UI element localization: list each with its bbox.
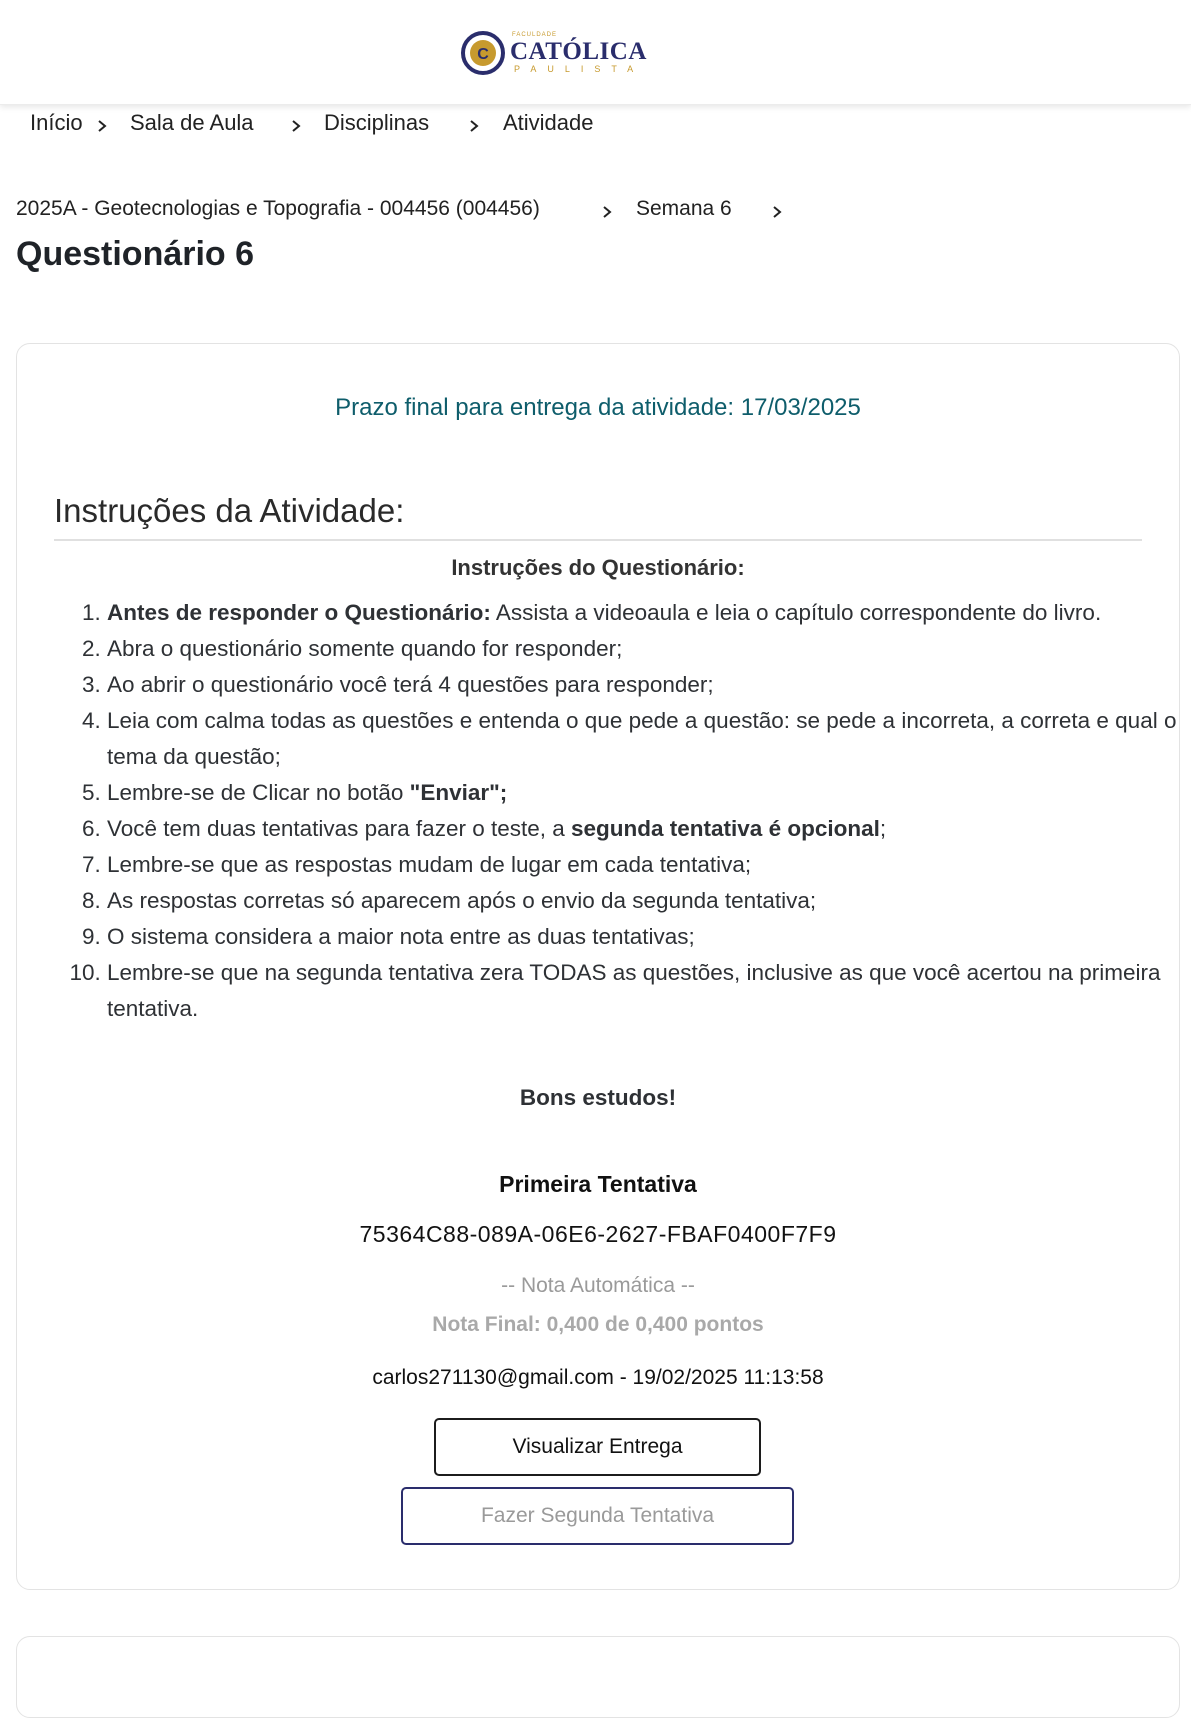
page-title: Questionário 6: [16, 235, 255, 273]
chevron-right-icon: [770, 205, 784, 219]
breadcrumb-sala-de-aula[interactable]: Sala de Aula: [130, 110, 254, 135]
course-link[interactable]: 2025A - Geotecnologias e Topografia - 004456 (004456): [16, 197, 540, 220]
closing-text: Bons estudos!: [519, 1085, 677, 1110]
view-submission-button[interactable]: Visualizar Entrega: [434, 1418, 761, 1476]
catolica-logo[interactable]: [460, 30, 645, 78]
instructions-heading: Instruções da Atividade:: [54, 489, 1142, 541]
breadcrumb-disciplinas[interactable]: Disciplinas: [324, 110, 430, 135]
submission-info: carlos271130@gmail.com - 19/02/2025 11:13:58: [372, 1366, 824, 1389]
quiz-instructions-heading: Instruções do Questionário:: [451, 555, 745, 580]
logo-sub-text: PAULISTA: [514, 64, 645, 74]
list-item: 2. Abra o questionário somente quando for responder;: [107, 631, 1191, 667]
attempt-code: 75364C88-089A-06E6-2627-FBAF0400F7F9: [359, 1221, 837, 1247]
logo-main-text: CATÓLICA: [510, 38, 647, 65]
chevron-right-icon: [95, 119, 109, 133]
top-header: [0, 0, 1191, 105]
second-attempt-button[interactable]: Fazer Segunda Tentativa: [401, 1487, 794, 1545]
list-item: 7. Lembre-se que as respostas mudam de lugar em cada tentativa;: [107, 847, 1191, 883]
list-item: 1. Antes de responder o Questionário: Assista a videoaula e leia o capítulo correspondente do livro.: [107, 595, 1191, 631]
deadline-text: Prazo final para entrega da atividade: 17/03/2025: [335, 394, 861, 421]
chevron-right-icon: [467, 119, 481, 133]
week-link[interactable]: Semana 6: [636, 197, 732, 220]
list-item: 4. Leia com calma todas as questões e entenda o que pede a questão: se pede a incorreta, a correta e qual o tema da questão;: [107, 703, 1191, 775]
breadcrumb-inicio[interactable]: Início: [30, 110, 83, 135]
instructions-list: [54, 595, 1191, 1027]
list-item: 8. As respostas corretas só aparecem após o envio da segunda tentativa;: [107, 883, 1191, 919]
logo-letter: C: [477, 46, 489, 63]
list-item: 6. Você tem duas tentativas para fazer o teste, a segunda tentativa é opcional;: [107, 811, 1191, 847]
chevron-right-icon: [289, 119, 303, 133]
catolica-logo-icon: [460, 30, 506, 76]
activity-card: [16, 343, 1180, 1590]
list-item: 10. Lembre-se que na segunda tentativa zera TODAS as questões, inclusive as que você acertou na primeira tentativa.: [107, 955, 1191, 1027]
chevron-right-icon: [600, 205, 614, 219]
next-card: [16, 1636, 1180, 1718]
list-item: 5. Lembre-se de Clicar no botão "Enviar";: [107, 775, 1191, 811]
grading-mode: -- Nota Automática --: [501, 1274, 695, 1297]
list-item: 3. Ao abrir o questionário você terá 4 questões para responder;: [107, 667, 1191, 703]
attempt-title: Primeira Tentativa: [499, 1171, 697, 1197]
breadcrumb-atividade[interactable]: Atividade: [503, 110, 594, 135]
final-grade: Nota Final: 0,400 de 0,400 pontos: [432, 1313, 764, 1336]
logo-small-text: FACULDADE: [512, 32, 558, 38]
list-item: 9. O sistema considera a maior nota entre as duas tentativas;: [107, 919, 1191, 955]
